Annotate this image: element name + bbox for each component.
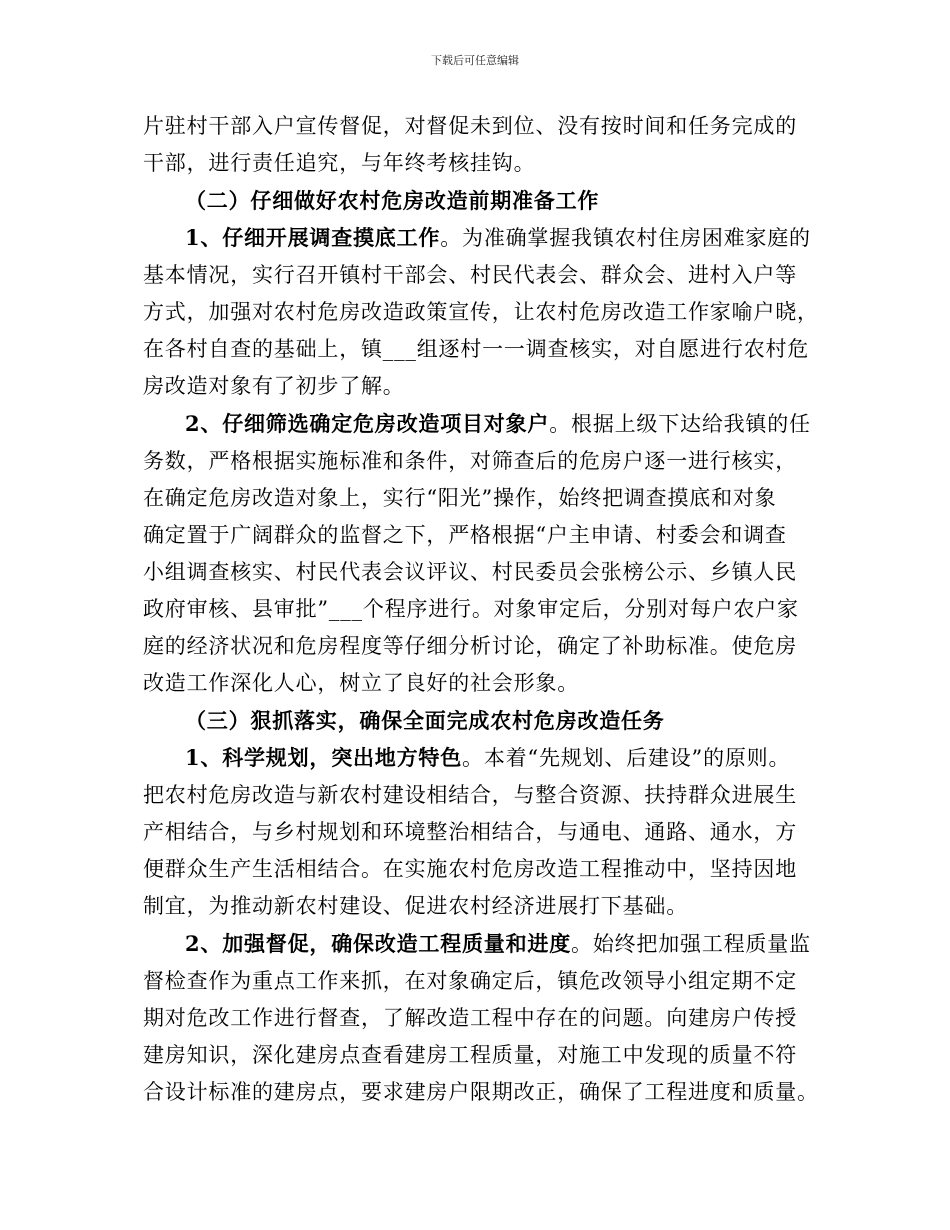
document-body: [143, 108, 819, 1111]
text-line: 片驻村干部入户宣传督促，对督促未到位、没有按时间和任务完成的: [143, 114, 797, 138]
text-fragment: 。本着“先规划、后建设”的原则。: [462, 746, 791, 770]
text-line: [143, 925, 813, 963]
paragraph-lead: 2、加强督促，确保改造工程质量和进度: [185, 931, 572, 956]
text-line: 建房知识，深化建房点查看建房工程质量，对施工中发现的质量不符: [143, 1043, 797, 1067]
text-fragment: 。为准确掌握我镇农村住房困难家庭的: [440, 226, 811, 250]
section-heading-3: （三）狠抓落实，确保全面完成农村危房改造任务: [185, 708, 665, 733]
text-line: 确定置于广阔群众的监督之下，严格根据“户主申请、村委会和调查: [143, 523, 787, 547]
text-line: 制宜，为推动新农村建设、促进农村经济进展打下基础。: [143, 894, 688, 918]
text-line: [143, 219, 813, 257]
paragraph-lead: 1、仔细开展调查摸底工作: [185, 225, 441, 250]
text-line: 督检查作为重点工作来抓，在对象确定后，镇危改领导小组定期不定: [143, 969, 797, 993]
text-fragment: 。根据上级下达给我镇的任: [549, 412, 811, 436]
text-line: 在确定危房改造对象上，实行“阳光”操作，始终把调查摸底和对象: [143, 486, 777, 510]
text-line: 改造工作深化人心，树立了良好的社会形象。: [143, 671, 579, 695]
text-line: [143, 739, 813, 777]
paragraph-4: [143, 925, 819, 1111]
text-line: 庭的经济状况和危房程度等仔细分析讨论，确定了补助标准。使危房: [143, 634, 797, 658]
paragraph-1: [143, 219, 819, 405]
text-line: 产相结合，与乡村规划和环境整治相结合，与通电、通路、通水，方: [143, 820, 797, 844]
paragraph-0: [143, 108, 813, 182]
text-line: 基本情况，实行召开镇村干部会、村民代表会、群众会、进村入户等: [143, 263, 797, 287]
text-fragment: 。始终把加强工程质量监: [571, 932, 811, 956]
text-line: 干部，进行责任追究，与年终考核挂钩。: [143, 151, 536, 175]
text-line: 方式，加强对农村危房改造政策宣传，让农村危房改造工作家喻户晓，: [143, 300, 819, 324]
paragraph-lead: 1、科学规划，突出地方特色: [185, 745, 463, 770]
text-line: 小组调查核实、村民代表会议评议、村民委员会张榜公示、乡镇人民: [143, 560, 797, 584]
paragraph-3: [143, 739, 813, 925]
text-line: 把农村危房改造与新农村建设相结合，与整合资源、扶持群众进展生: [143, 783, 797, 807]
text-line: 合设计标准的建房点，要求建房户限期改正，确保了工程进度和质量。: [143, 1080, 819, 1104]
text-line: 房改造对象有了初步了解。: [143, 374, 405, 398]
section-heading-2: （二）仔细做好农村危房改造前期准备工作: [185, 188, 600, 213]
text-line: [143, 405, 813, 443]
text-line: 期对危改工作进行督查，了解改造工程中存在的问题。向建房户传授: [143, 1006, 797, 1030]
text-line: 便群众生产生活相结合。在实施农村危房改造工程推动中，坚持因地: [143, 857, 797, 881]
text-line: 务数，严格根据实施标准和条件，对筛查后的危房户逐一进行核实，: [143, 449, 797, 473]
paragraph-lead: 2、仔细筛选确定危房改造项目对象户: [185, 411, 550, 436]
paragraph-2: [143, 405, 813, 702]
text-line: 政府审核、县审批”___个程序进行。对象审定后，分别对每户农户家: [143, 597, 799, 621]
text-line: 在各村自查的基础上，镇___组逐村一一调查核实，对自愿进行农村危: [143, 337, 810, 361]
page-header: 下载后可任意编辑: [431, 54, 519, 67]
